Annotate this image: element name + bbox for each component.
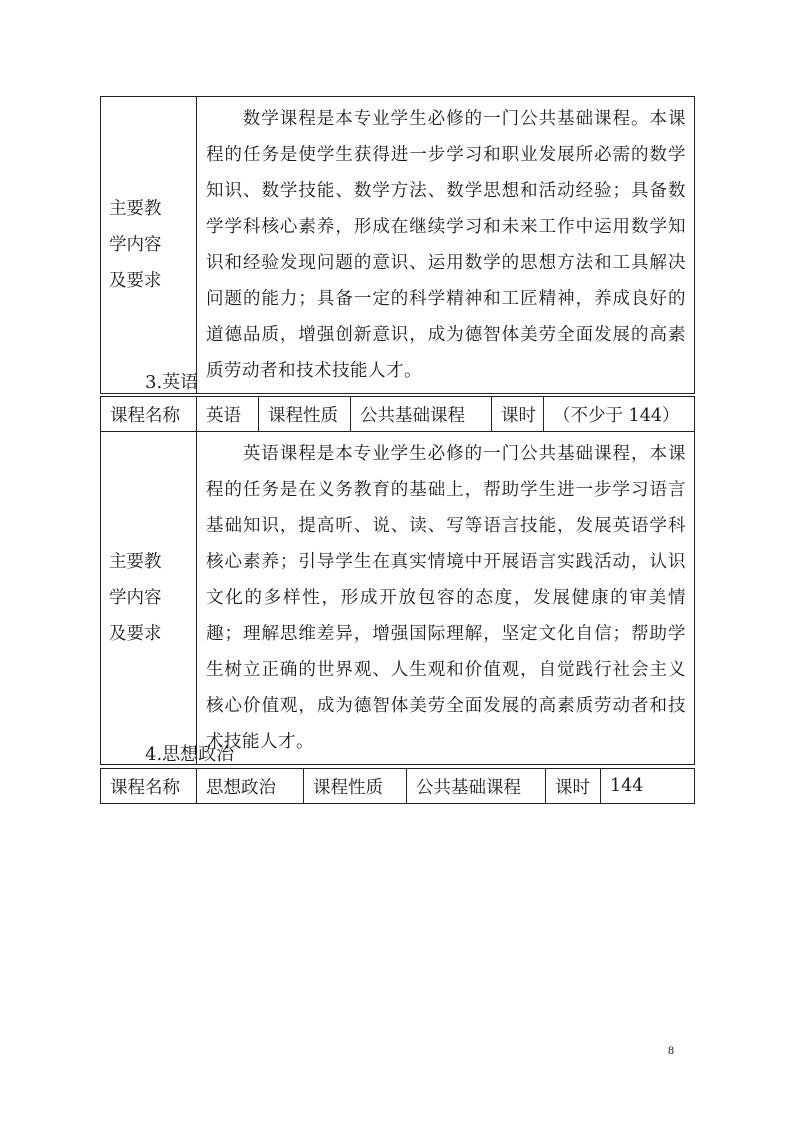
label-line: 学内容 <box>109 235 162 255</box>
label-line: 及要求 <box>109 271 162 291</box>
course-name-label: 课程名称 <box>101 397 197 432</box>
label-line: 学内容 <box>109 588 162 608</box>
politics-course-row-table <box>100 768 695 804</box>
label-line: 及要求 <box>109 624 162 644</box>
politics-section-heading: 4.思想政治 <box>145 744 235 765</box>
course-nature-value: 公共基础课程 <box>351 397 492 432</box>
math-course-table <box>100 96 695 394</box>
course-hours-value: （不少于 144） <box>544 397 695 432</box>
course-hours-label: 课时 <box>492 397 544 432</box>
label-line: 主要教 <box>109 199 162 219</box>
english-course-row-table <box>100 396 695 432</box>
course-nature-label: 课程性质 <box>304 769 407 804</box>
course-nature-value: 公共基础课程 <box>407 769 546 804</box>
course-hours-label: 课时 <box>546 769 601 804</box>
course-hours-value: 144 <box>601 769 695 804</box>
course-name-value: 英语 <box>197 397 259 432</box>
course-name-label: 课程名称 <box>101 769 197 804</box>
english-content-text: 英语课程是本专业学生必修的一门公共基础课程，本课程的任务是在义务教育的基础上，帮助学生进一步学习语言基础知识，提高听、说、读、写等语言技能，发展英语学科核心素养；引导学生在真实情境中开展语言实践活动，认识文化的多样性，形成开放包容的态度，发展健康的审美情趣；理解思维差异，增强国际理解，坚定文化自信；帮助学生树立正确的世界观、人生观和价值观，自觉践行社会主义核心价值观，成为德智体美劳全面发展的高素质劳动者和技术技能人才。 <box>206 444 686 752</box>
english-content-text-cell <box>197 432 695 765</box>
english-content-label <box>101 432 197 765</box>
page-number: 8 <box>668 1043 674 1057</box>
math-content-text-cell <box>197 97 695 394</box>
label-line: 主要教 <box>109 552 162 572</box>
course-nature-label: 课程性质 <box>259 397 351 432</box>
english-content-table <box>100 431 695 765</box>
english-section-heading: 3.英语 <box>145 372 199 393</box>
course-name-value: 思想政治 <box>197 769 304 804</box>
math-content-text: 数学课程是本专业学生必修的一门公共基础课程。本课程的任务是使学生获得进一步学习和职业发展所必需的数学知识、数学技能、数学方法、数学思想和活动经验；具备数学学科核心素养，形成在继续学习和未来工作中运用数学知识和经验发现问题的意识、运用数学的思想方法和工具解决问题的能力；具备一定的科学精神和工匠精神，养成良好的道德品质，增强创新意识，成为德智体美劳全面发展的高素质劳动者和技术技能人才。 <box>206 109 686 381</box>
math-content-label <box>101 97 197 394</box>
